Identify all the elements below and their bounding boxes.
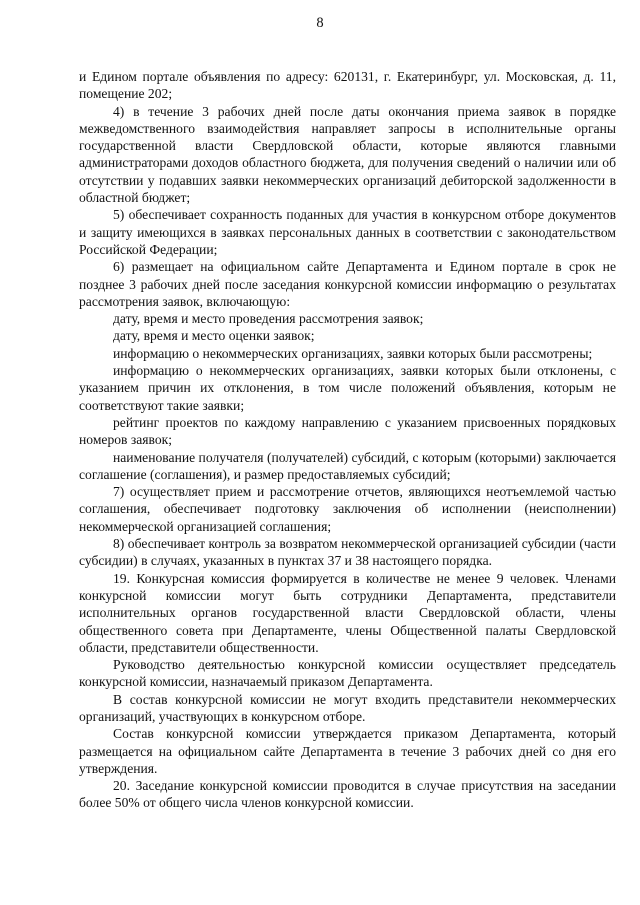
paragraph-section-20: 20. Заседание конкурсной комиссии проводится в случае присутствия на заседании более 50% от общего числа членов конкурсной комиссии. <box>79 778 616 811</box>
paragraph-item-8: 8) обеспечивает контроль за возвратом некоммерческой организацией субсидии (части субсидии) в случаях, указанных в пунктах 37 и 38 настоящего порядка. <box>79 536 616 569</box>
paragraph-item-5: 5) обеспечивает сохранность поданных для участия в конкурсном отборе документов и защиту имеющихся в заявках персональных данных в соответствии с законодательством Российской Федерации; <box>79 207 616 257</box>
paragraph-item-6-sub-6: наименование получателя (получателей) субсидий, с которым (которыми) заключается соглашение (соглашения), и размер предоставляемых субсидий; <box>79 449 616 482</box>
paragraph-section-19-exclusion: В состав конкурсной комиссии не могут входить представители некоммерческих организаций, участвующих в конкурсном отборе. <box>79 691 616 724</box>
paragraph-item-6-sub-4: информацию о некоммерческих организациях, заявки которых были отклонены, с указанием причин их отклонения, в том числе положений объявления, которым не соответствуют такие заявки; <box>79 363 616 413</box>
paragraph-section-19: 19. Конкурсная комиссия формируется в количестве не менее 9 человек. Членами конкурсной комиссии могут быть сотрудники Департамента, представители исполнительных органов государственной власти Свердловской области, члены общественного совета при Департаменте, члены Общественной палаты Свердловской области, представители общественности. <box>79 570 616 655</box>
paragraph-continuation-address: и Едином портале объявления по адресу: 620131, г. Екатеринбург, ул. Московская, д. 11, помещение 202; <box>79 69 616 102</box>
page-number: 8 <box>316 15 324 31</box>
paragraph-item-6-sub-5: рейтинг проектов по каждому направлению с указанием присвоенных порядковых номеров заявок; <box>79 414 616 448</box>
paragraph-item-4: 4) в течение 3 рабочих дней после даты окончания приема заявок в порядке межведомственного взаимодействия направляет запросы в исполнительные органы государственной власти Свердловской области, которые являются главными администраторами доходов областного бюджета, для получения сведений о наличии или об отсутствии у подавших заявки некоммерческих организаций дебиторской задолженности в областной бюджет; <box>79 103 616 206</box>
paragraph-item-7: 7) осуществляет прием и рассмотрение отчетов, являющихся неотъемлемой частью соглашения, обеспечивает подготовку заключения об исполнении (неисполнении) некоммерческой организацией соглашения; <box>79 484 616 534</box>
paragraph-section-19-composition: Состав конкурсной комиссии утверждается приказом Департамента, который размещается на официальном сайте Департамента в течение 3 рабочих дней со дня его утверждения. <box>79 726 616 776</box>
paragraph-item-6-sub-2: дату, время и место оценки заявок; <box>113 328 315 344</box>
paragraph-item-6-sub-3: информацию о некоммерческих организациях, заявки которых были рассмотрены; <box>113 345 593 361</box>
paragraph-item-6-sub-1: дату, время и место проведения рассмотрения заявок; <box>113 311 424 327</box>
document-body <box>79 68 616 812</box>
paragraph-item-6: 6) размещает на официальном сайте Департамента и Едином портале в срок не позднее 3 рабочих дней после заседания конкурсной комиссии информацию о результатах рассмотрения заявок, включающую: <box>79 259 616 309</box>
paragraph-section-19-leadership: Руководство деятельностью конкурсной комиссии осуществляет председатель конкурсной комиссии, назначаемый приказом Департамента. <box>79 657 616 690</box>
